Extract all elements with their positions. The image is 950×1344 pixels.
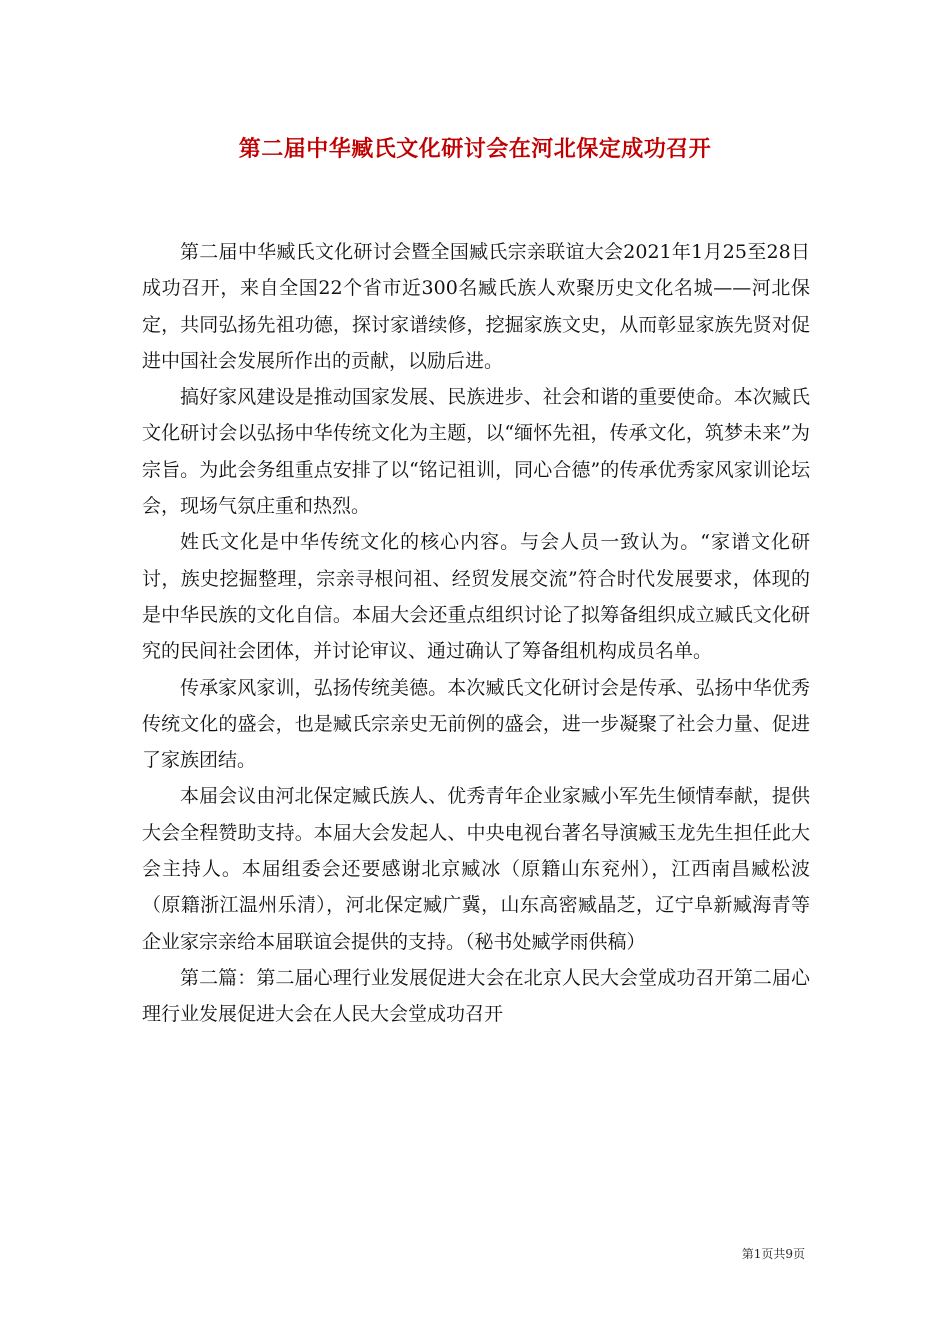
paragraph-3: 姓氏文化是中华传统文化的核心内容。与会人员一致认为。“家谱文化研讨，族史挖掘整理，宗亲寻根问祖、经贸发展交流”符合时代发展要求，体现的是中华民族的文化自信。本届大会还重点组织讨论了拟筹备组织成立臧氏文化研究的民间社会团体，并讨论审议、通过确认了筹备组机构成员名单。 bbox=[142, 531, 810, 663]
paragraph-6: 第二篇：第二届心理行业发展促进大会在北京人民大会堂成功召开第二届心理行业发展促进大会在人民大会堂成功召开 bbox=[142, 966, 810, 1026]
document-body bbox=[142, 234, 810, 1033]
paragraph-1: 第二届中华臧氏文化研讨会暨全国臧氏宗亲联谊大会2021年1月25至28日成功召开，来自全国22个省市近300名臧氏族人欢聚历史文化名城——河北保定，共同弘扬先祖功德，探讨家谱续修，挖掘家族文史，从而彰显家族先贤对促进中国社会发展所作出的贡献，以励后进。 bbox=[142, 241, 810, 372]
page-number-footer: 第1页共9页 bbox=[741, 1247, 805, 1261]
page-title: 第二届中华臧氏文化研讨会在河北保定成功召开 bbox=[238, 136, 712, 162]
paragraph-4: 传承家风家训，弘扬传统美德。本次臧氏文化研讨会是传承、弘扬中华优秀传统文化的盛会，也是臧氏宗亲史无前例的盛会，进一步凝聚了社会力量、促进了家族团结。 bbox=[142, 676, 810, 772]
paragraph-2: 搞好家风建设是推动国家发展、民族进步、社会和谐的重要使命。本次臧氏文化研讨会以弘扬中华传统文化为主题，以“缅怀先祖，传承文化，筑梦未来”为宗旨。为此会务组重点安排了以“铭记祖训，同心合德”的传承优秀家风家训论坛会，现场气氛庄重和热烈。 bbox=[142, 386, 810, 518]
paragraph-5: 本届会议由河北保定臧氏族人、优秀青年企业家臧小军先生倾情奉献，提供大会全程赞助支持。本届大会发起人、中央电视台著名导演臧玉龙先生担任此大会主持人。本届组委会还要感谢北京臧冰（原籍山东兖州），江西南昌臧松波（原籍浙江温州乐清），河北保定臧广冀，山东高密臧晶芝，辽宁阜新臧海青等企业家宗亲给本届联谊会提供的支持。（秘书处臧学雨供稿） bbox=[142, 785, 810, 953]
